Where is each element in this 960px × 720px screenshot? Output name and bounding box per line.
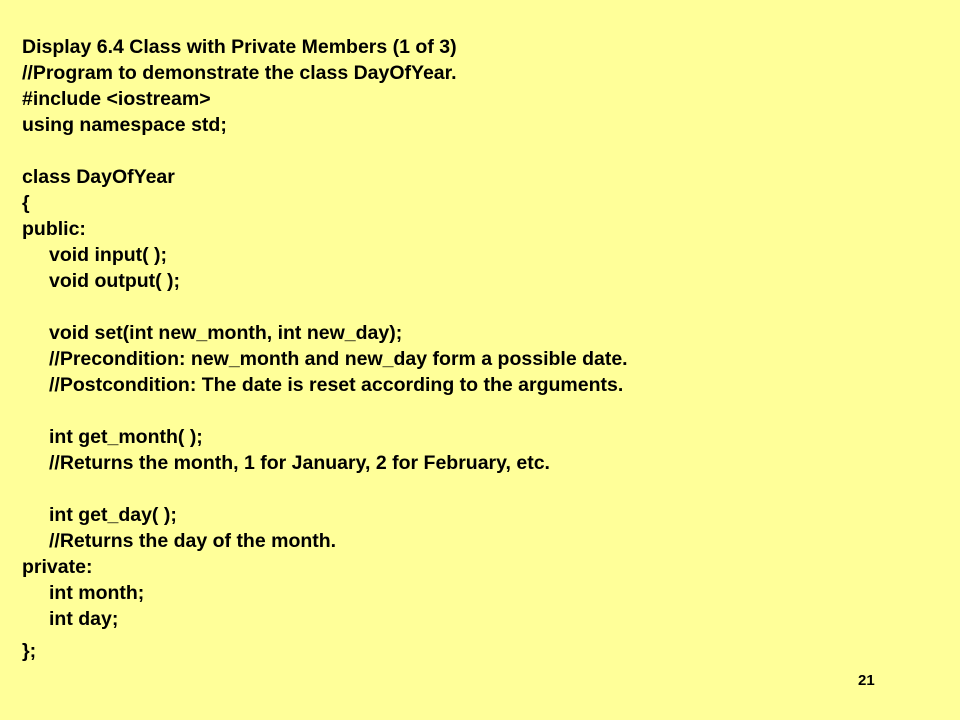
blank-line (22, 476, 922, 502)
code-line: int month; (49, 582, 145, 604)
code-line: //Postcondition: The date is reset according to the arguments. (49, 374, 624, 396)
blank-line (22, 398, 922, 424)
code-line: public: (22, 218, 86, 240)
code-line: int get_day( ); (49, 504, 177, 526)
code-line: //Precondition: new_month and new_day form a possible date. (49, 348, 628, 370)
code-line: }; (22, 640, 37, 662)
code-line: //Returns the month, 1 for January, 2 for February, etc. (49, 452, 550, 474)
code-line: using namespace std; (22, 114, 227, 136)
display-title: Display 6.4 Class with Private Members (1 of 3) (22, 36, 457, 58)
code-line: //Program to demonstrate the class DayOfYear. (22, 62, 457, 84)
code-line: void input( ); (49, 244, 168, 266)
code-line: int day; (49, 608, 119, 630)
code-line: //Returns the day of the month. (49, 530, 337, 552)
blank-line (22, 138, 922, 164)
code-line: class DayOfYear (22, 166, 175, 188)
code-line: int get_month( ); (49, 426, 203, 448)
code-line: void set(int new_month, int new_day); (49, 322, 403, 344)
code-line: void output( ); (49, 270, 181, 292)
code-listing (22, 34, 922, 664)
page-number: 21 (858, 672, 875, 689)
code-line: private: (22, 556, 93, 578)
code-line: #include <iostream> (22, 88, 211, 110)
code-line: { (22, 192, 30, 214)
blank-line (22, 294, 922, 320)
